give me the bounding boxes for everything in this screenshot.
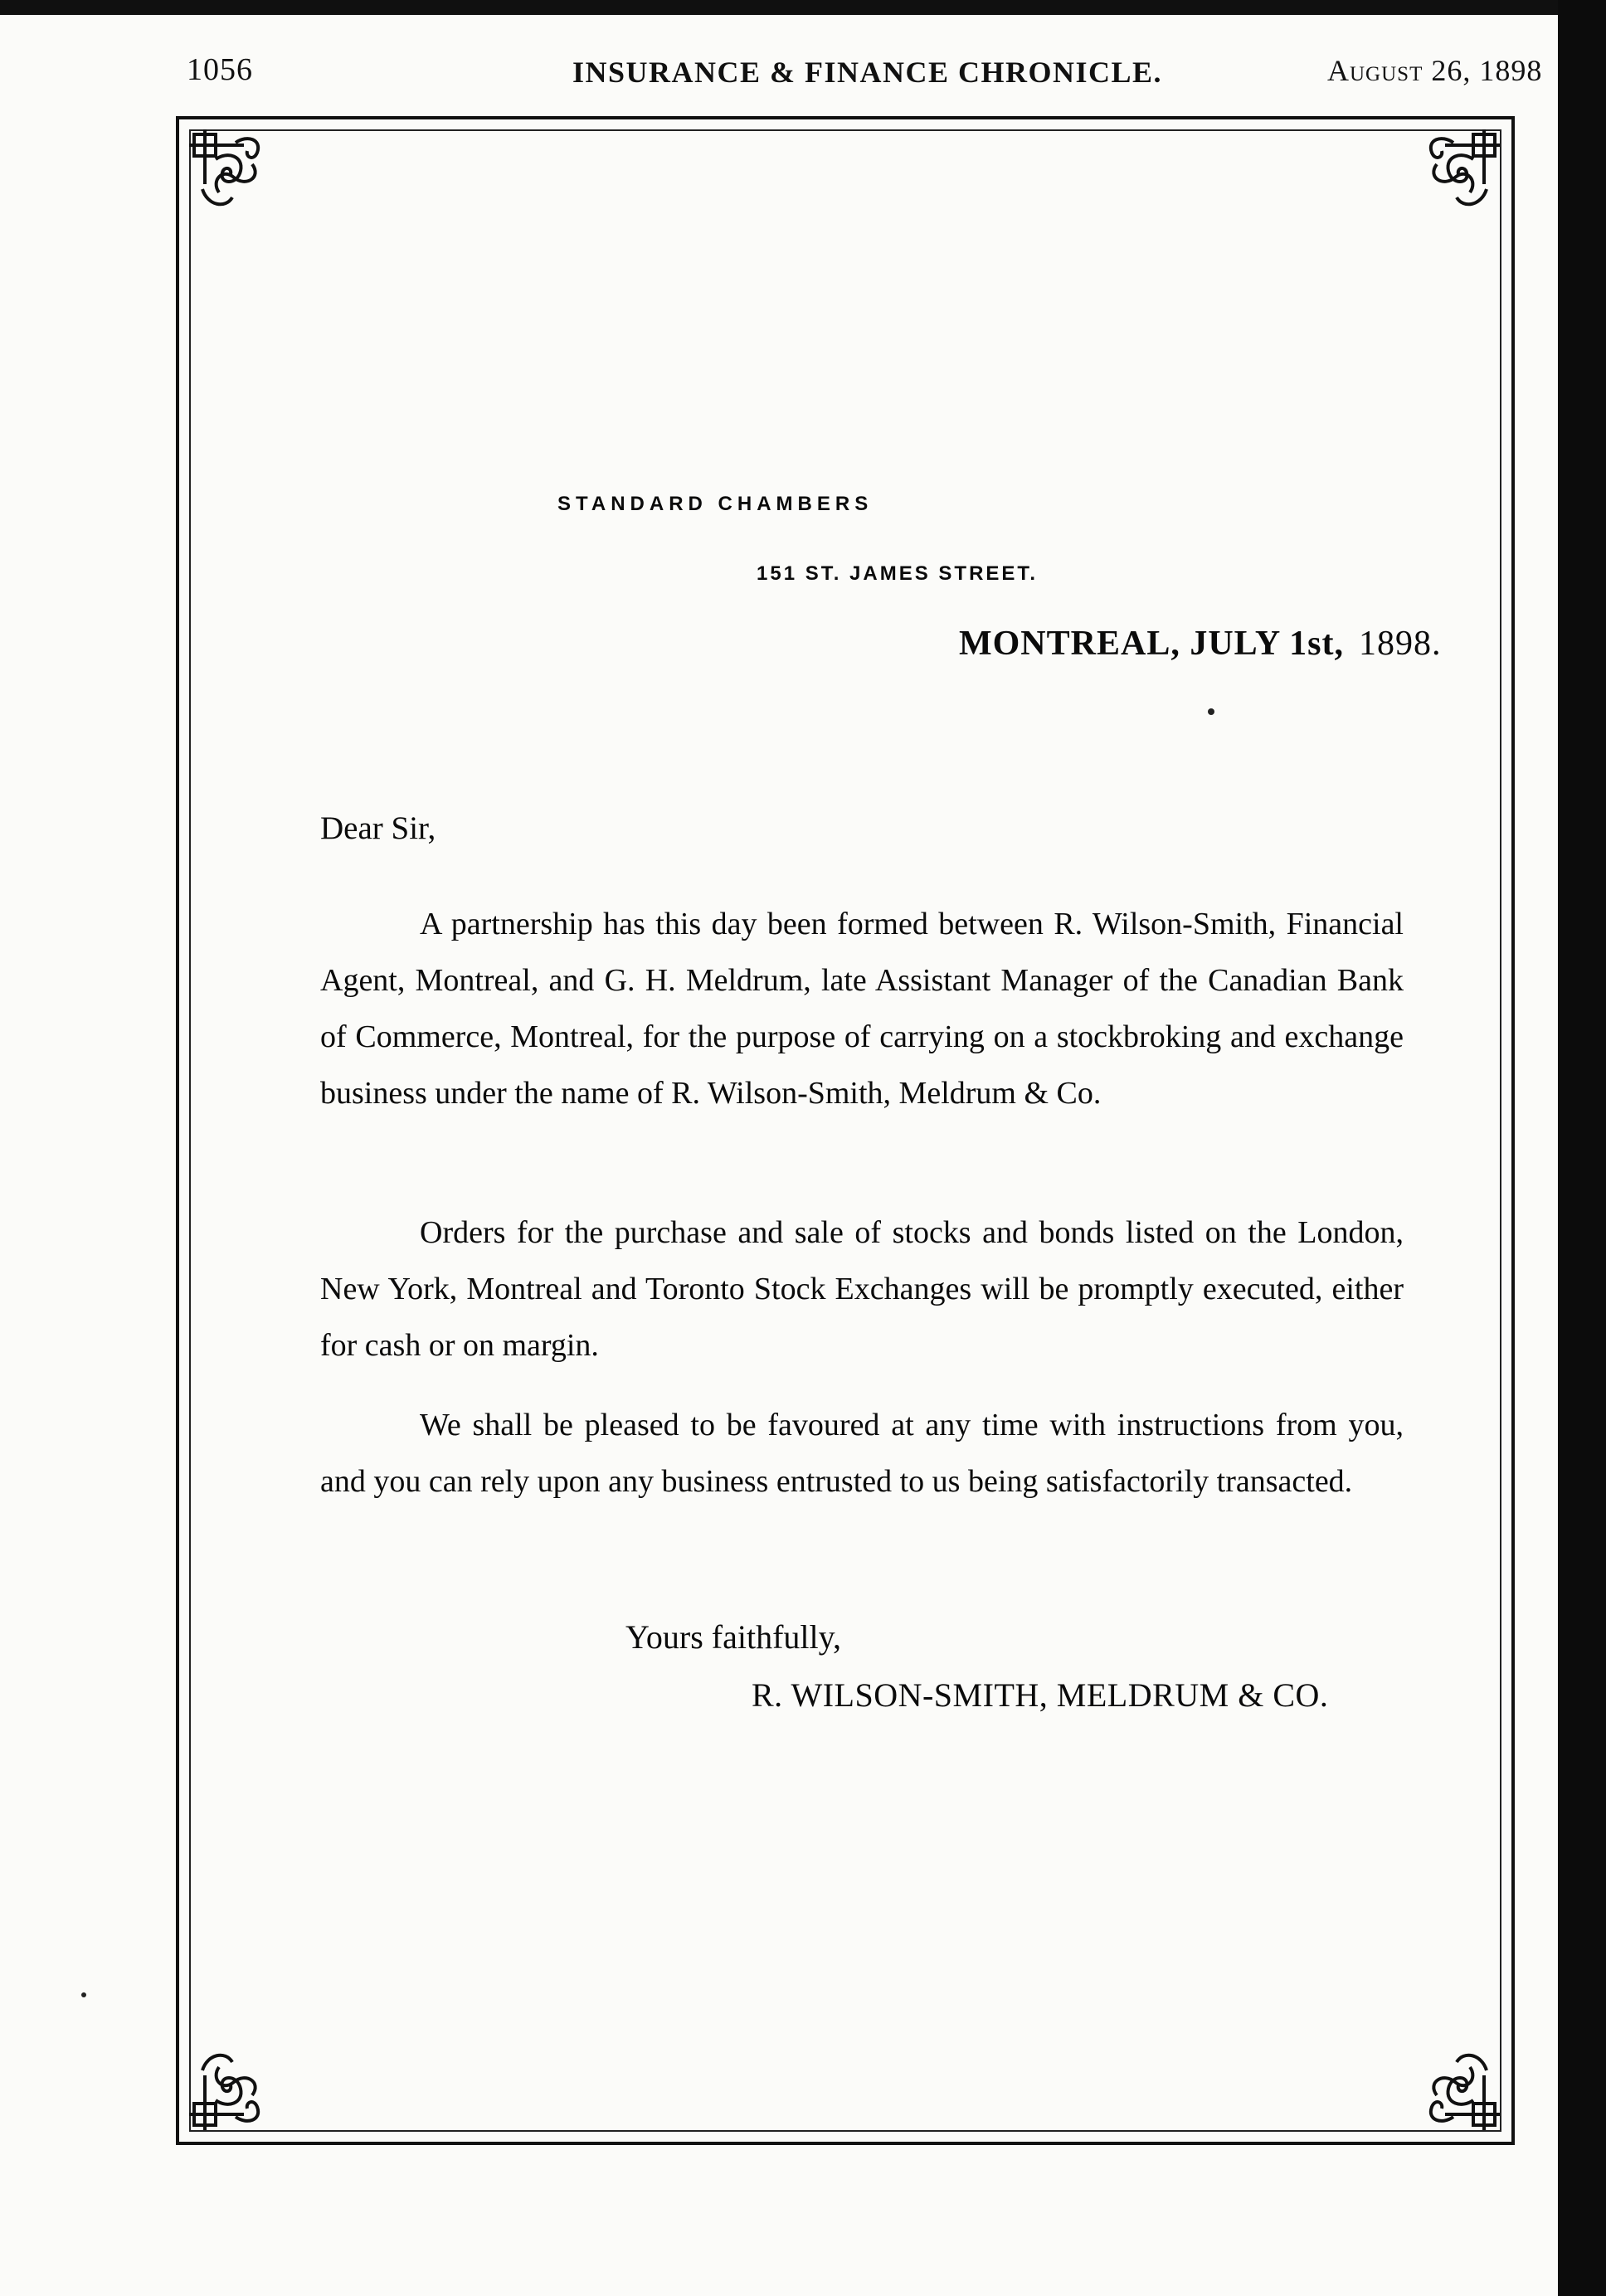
- letter-dateline: [959, 624, 1441, 664]
- dateline-year: 1898.: [1358, 625, 1442, 663]
- ink-speck: [81, 1992, 86, 1997]
- page-number: 1056: [187, 52, 253, 87]
- publication-title: INSURANCE & FINANCE CHRONICLE.: [572, 56, 1163, 89]
- ink-speck: [1208, 708, 1214, 715]
- paragraph-instructions: We shall be pleased to be favoured at any time with instructions from you, and you can rely upon any business entrusted to us being satisfactorily transacted.: [320, 1408, 1404, 1499]
- closing: Yours faithfully,: [625, 1618, 842, 1656]
- letterhead-address: 151 ST. JAMES STREET.: [757, 562, 1039, 585]
- paragraph-orders: Orders for the purchase and sale of stocks and bonds listed on the London, New York, Montreal and Toronto Stock Exchanges will be promptly executed, either for cash or on margin.: [320, 1215, 1404, 1363]
- paragraph-partnership: A partnership has this day been formed between R. Wilson-Smith, Financial Agent, Montreal, and G. H. Meldrum, late Assistant Manager of the Canadian Bank of Commerce, Montreal, for the purpose of carrying on a stockbroking and exchange business under the name of R. Wilson-Smith, Meldrum & Co.: [320, 907, 1404, 1111]
- salutation: Dear Sir,: [320, 810, 436, 846]
- dateline-place-day: MONTREAL, JULY 1st,: [959, 625, 1344, 663]
- letterhead-building: STANDARD CHAMBERS: [557, 493, 874, 515]
- signature: R. WILSON-SMITH, MELDRUM & CO.: [752, 1676, 1329, 1714]
- issue-date: August 26, 1898: [1327, 54, 1543, 87]
